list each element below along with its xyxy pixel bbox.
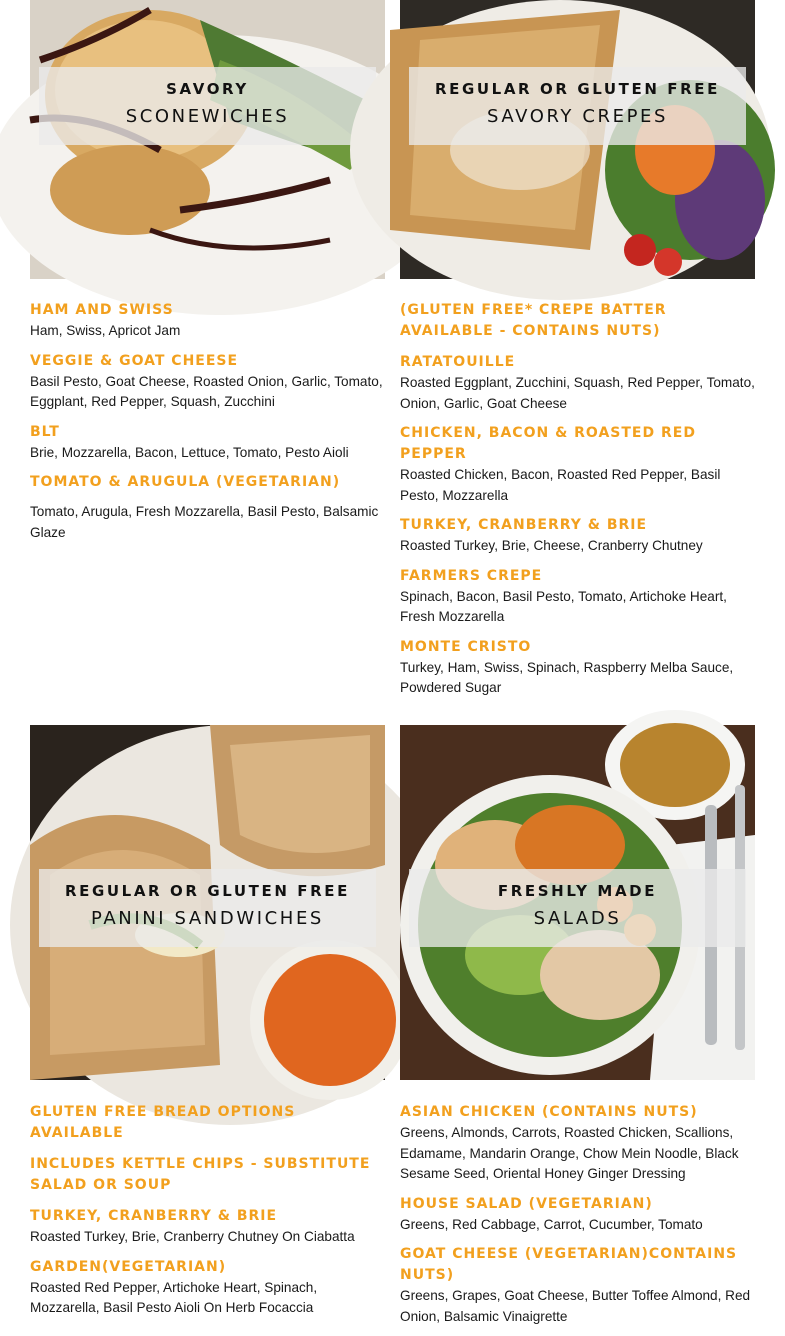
menu-item-title: HOUSE SALAD (VEGETARIAN) (400, 1195, 653, 1212)
menu-item-description: Turkey, Ham, Swiss, Spinach, Raspberry Melba Sauce, Powdered Sugar (400, 659, 734, 695)
menu-item (400, 1102, 755, 1185)
sconewiches-banner-subtitle: SAVORY (166, 80, 249, 98)
panini-banner (39, 869, 376, 947)
menu-item-title: RATATOUILLE (400, 354, 516, 370)
menu-item-description: Basil Pesto, Goat Cheese, Roasted Onion, Garlic, Tomato, Eggplant, Red Pepper, Squash, Zucchini (30, 373, 383, 409)
menu-item-title: GLUTEN FREE BREAD OPTIONS AVAILABLE (30, 1104, 296, 1141)
menu-item-description: Tomato, Arugula, Fresh Mozzarella, Basil Pesto, Balsamic Glaze (30, 504, 379, 540)
menu-item (400, 300, 755, 342)
menu-item (30, 472, 390, 543)
sconewiches-card (30, 0, 385, 279)
menu-item (30, 1154, 385, 1196)
menu-item-description: Brie, Mozzarella, Bacon, Lettuce, Tomato, Pesto Aioli (30, 444, 349, 460)
menu-item-title: TOMATO & ARUGULA (VEGETARIAN) (30, 474, 341, 490)
crepes-banner (409, 67, 746, 145)
menu-item (30, 1257, 385, 1319)
menu-item (400, 637, 755, 699)
menu-item-title: FARMERS CREPE (400, 567, 543, 584)
menu-item-title: TURKEY, CRANBERRY & BRIE (400, 517, 648, 533)
menu-item-description: Roasted Red Pepper, Artichoke Heart, Spinach, Mozzarella, Basil Pesto Aioli On Herb Focaccia (30, 1279, 318, 1315)
crepes-banner-title: SAVORY CREPES (486, 106, 669, 127)
menu-item-title: INCLUDES KETTLE CHIPS - SUBSTITUTE SALAD OR SOUP (30, 1156, 371, 1193)
menu-item-description: Greens, Grapes, Goat Cheese, Butter Toffee Almond, Red Onion, Balsamic Vinaigrette (400, 1288, 751, 1324)
menu-item-title: MONTE CRISTO (400, 638, 532, 655)
crepes-banner-subtitle: REGULAR OR GLUTEN FREE (434, 80, 720, 98)
menu-item (30, 422, 390, 464)
menu-item-title: BLT (30, 423, 60, 440)
salads-banner-subtitle: FRESHLY MADE (497, 882, 658, 900)
menu-item-title: GARDEN(VEGETARIAN) (30, 1258, 227, 1275)
salads-banner (409, 869, 746, 947)
menu-item-title: (GLUTEN FREE* CREPE BATTER AVAILABLE - CONTAINS NUTS) (400, 302, 667, 339)
sconewiches-banner-title: SCONEWICHES (125, 106, 290, 127)
menu-item-title: TURKEY, CRANBERRY & BRIE (30, 1208, 278, 1224)
salads-menu (400, 1102, 755, 1336)
menu-item (400, 352, 755, 414)
menu-item-description: Greens, Almonds, Carrots, Roasted Chicken, Scallions, Edamame, Mandarin Orange, Chow Mein Noodle, Black Sesame Seed, Oriental Honey Ginger Dressing (400, 1125, 739, 1181)
menu-item (400, 515, 755, 557)
menu-item-description: Roasted Turkey, Brie, Cheese, Cranberry Chutney (400, 538, 703, 553)
crepes-menu (400, 300, 755, 708)
menu-item-description: Greens, Red Cabbage, Carrot, Cucumber, Tomato (400, 1216, 703, 1232)
menu-item (30, 1206, 385, 1248)
salads-banner-title: SALADS (533, 908, 622, 929)
menu-item (400, 423, 755, 506)
menu-item-description: Roasted Eggplant, Zucchini, Squash, Red Pepper, Tomato, Onion, Garlic, Goat Cheese (400, 375, 755, 411)
crepes-card (400, 0, 755, 279)
menu-item-description: Spinach, Bacon, Basil Pesto, Tomato, Artichoke Heart, Fresh Mozzarella (400, 588, 727, 624)
menu-item-title: HAM AND SWISS (30, 302, 174, 318)
menu-item (30, 351, 390, 413)
panini-banner-title: PANINI SANDWICHES (91, 908, 324, 929)
panini-menu (30, 1102, 385, 1328)
menu-item (30, 300, 390, 342)
menu-item (400, 566, 755, 628)
menu-item (400, 1194, 755, 1236)
sconewiches-banner (39, 67, 376, 145)
panini-card (30, 725, 385, 1080)
menu-item-description: Roasted Chicken, Bacon, Roasted Red Pepper, Basil Pesto, Mozzarella (400, 467, 721, 503)
menu-item-title: ASIAN CHICKEN (CONTAINS NUTS) (400, 1104, 698, 1120)
sconewiches-menu (30, 300, 390, 552)
salads-card (400, 725, 755, 1080)
menu-item-description: Roasted Turkey, Brie, Cranberry Chutney On Ciabatta (30, 1229, 355, 1244)
menu-item-title: CHICKEN, BACON & ROASTED RED PEPPER (400, 425, 696, 462)
menu-item (400, 1244, 755, 1327)
menu-item-title: VEGGIE & GOAT CHEESE (30, 352, 239, 369)
panini-banner-subtitle: REGULAR OR GLUTEN FREE (64, 882, 350, 900)
menu-item-title: GOAT CHEESE (VEGETARIAN)CONTAINS NUTS) (400, 1246, 738, 1283)
menu-item-description: Ham, Swiss, Apricot Jam (30, 323, 181, 338)
menu-item (30, 1102, 385, 1144)
